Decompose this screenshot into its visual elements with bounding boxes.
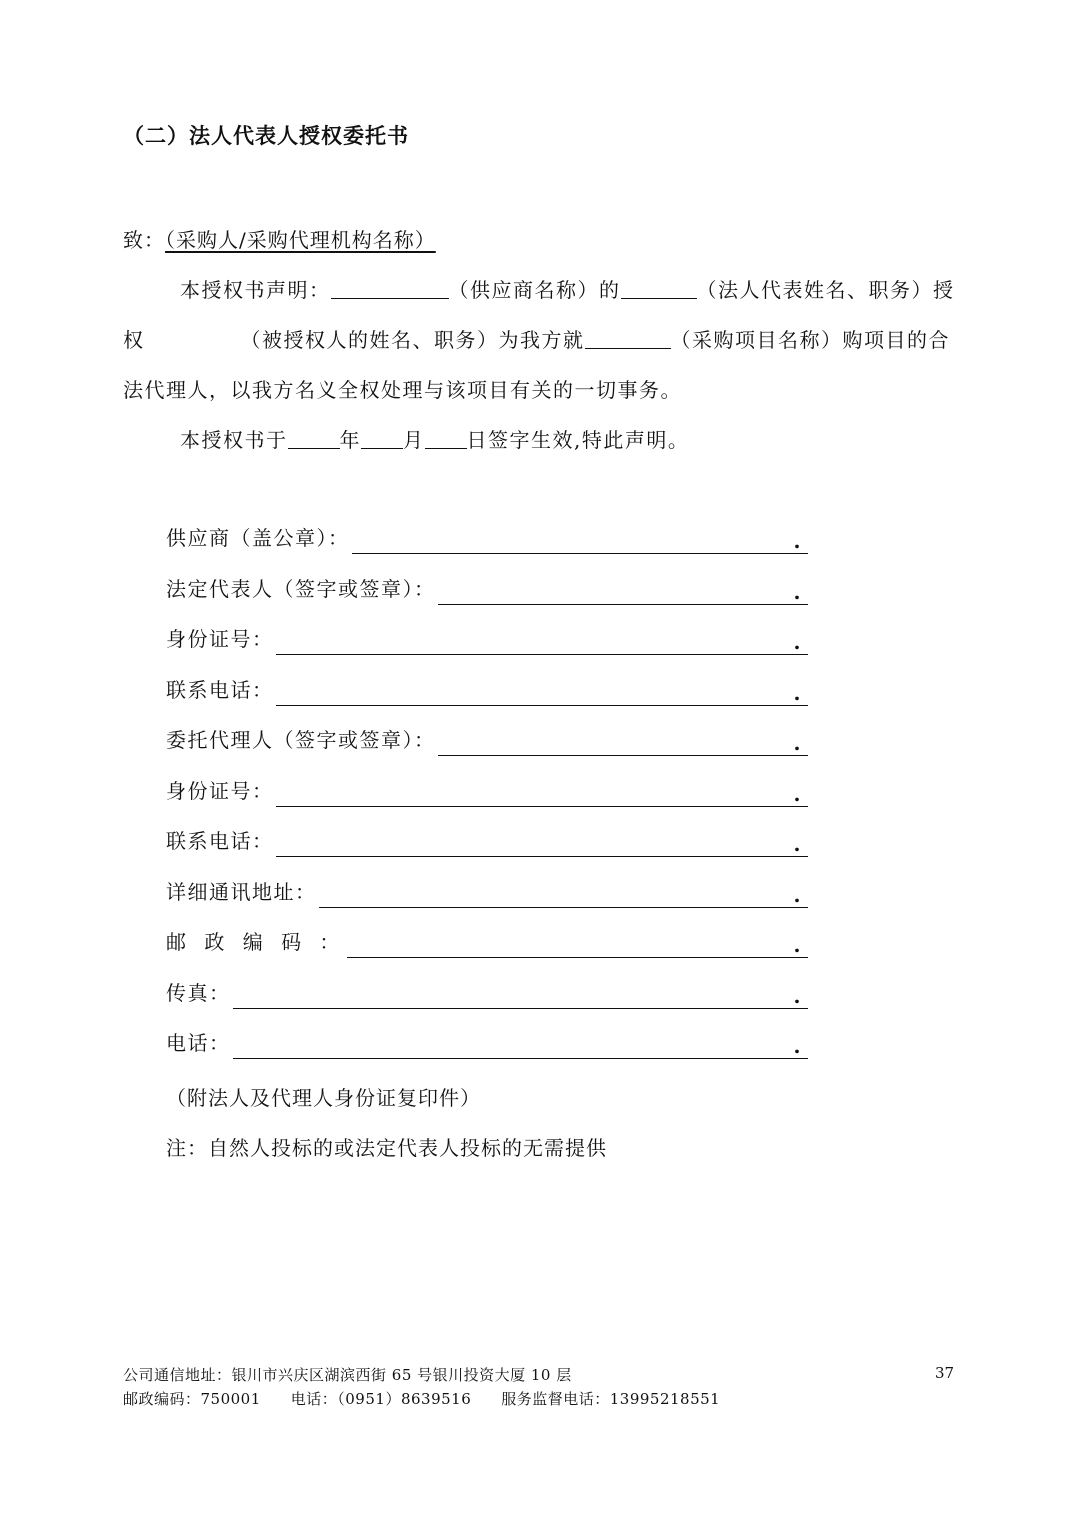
date-text: 日签字生效,特此声明。 [466,428,690,452]
field-label: 委托代理人（签字或签章）： [166,728,436,752]
field-label: 供应商（盖公章）： [166,526,350,550]
attachment-note: （附法人及代理人身份证复印件） [166,1086,481,1110]
field-line[interactable] [276,679,809,706]
year-blank[interactable] [288,427,340,449]
field-line[interactable] [319,881,809,908]
supplier-name-blank[interactable] [331,277,449,299]
remark-note: 注：自然人投标的或法定代表人投标的无需提供 [166,1136,607,1160]
footer-supervision-phone: 服务监督电话：13995218551 [501,1390,721,1408]
footer-contacts [123,1388,720,1409]
field-label: 身份证号： [166,627,274,651]
field-line[interactable] [276,628,809,655]
field-line[interactable] [352,527,809,554]
project-name-blank[interactable] [585,327,671,349]
field-end-mark: . [793,630,802,654]
page-number: 37 [935,1364,955,1382]
day-blank[interactable] [425,427,467,449]
agent-id-field [166,777,808,807]
declaration-text: （法人代表姓名、职务）授 [696,278,955,302]
field-line[interactable] [438,578,809,605]
footer-postcode: 邮政编码：750001 [123,1390,261,1408]
recipient-line [123,224,436,253]
field-label: 详细通讯地址： [166,880,317,904]
field-end-mark: . [793,782,802,806]
declaration-text: （被授权人的姓名、职务）为我方就 [240,328,585,352]
field-end-mark: . [793,832,802,856]
declaration-text: （采购项目名称）购项目的合 [670,328,950,352]
footer-phone: 电话：（0951）8639516 [290,1390,472,1408]
legal-rep-blank[interactable] [621,277,697,299]
field-label: 联系电话： [166,678,274,702]
declaration-text: （供应商名称）的 [448,278,621,302]
field-line[interactable] [276,780,809,807]
field-end-mark: . [793,883,802,907]
postcode-field [166,928,808,958]
field-label: 传真： [166,981,231,1005]
agent-signature-field [166,726,808,756]
field-line[interactable] [347,931,808,958]
recipient-prefix: 致： [123,228,165,252]
declaration-line-3: 法代理人，以我方名义全权处理与该项目有关的一切事务。 [123,378,682,402]
effective-date-line [180,424,689,453]
field-end-mark: . [793,580,802,604]
field-label: 联系电话： [166,829,274,853]
declaration-line-2 [123,324,950,353]
field-end-mark: . [793,731,802,755]
telephone-field [166,1029,808,1059]
field-end-mark: . [793,933,802,957]
field-line[interactable] [276,830,809,857]
supplier-seal-field [166,524,808,554]
declaration-text: 权 [123,328,145,352]
field-line[interactable] [438,729,809,756]
recipient-name: （采购人/采购代理机构名称） [165,228,436,252]
field-end-mark: . [793,1034,802,1058]
legal-rep-id-field [166,625,808,655]
field-end-mark: . [793,681,802,705]
date-text: 年 [339,428,361,452]
declaration-line-1 [180,274,955,303]
declaration-text: 本授权书声明： [180,278,331,302]
field-line[interactable] [233,982,809,1009]
field-label: 法定代表人（签字或签章）： [166,577,436,601]
document-heading: （二）法人代表人授权委托书 [123,124,409,148]
field-end-mark: . [793,984,802,1008]
legal-rep-phone-field [166,676,808,706]
date-text: 本授权书于 [180,428,288,452]
footer-address: 公司通信地址：银川市兴庆区湖滨西街 65 号银川投资大厦 10 层 [123,1366,572,1384]
fax-field [166,979,808,1009]
field-label: 邮 政 编 码 ： [166,930,346,954]
agent-phone-field [166,827,808,857]
month-blank[interactable] [361,427,403,449]
date-text: 月 [403,428,425,452]
field-label: 身份证号： [166,779,274,803]
address-field [166,878,808,908]
authorized-person-blank[interactable] [145,328,241,349]
legal-rep-signature-field [166,575,808,605]
field-label: 电话： [166,1031,231,1055]
field-line[interactable] [233,1032,809,1059]
field-end-mark: . [793,529,802,553]
